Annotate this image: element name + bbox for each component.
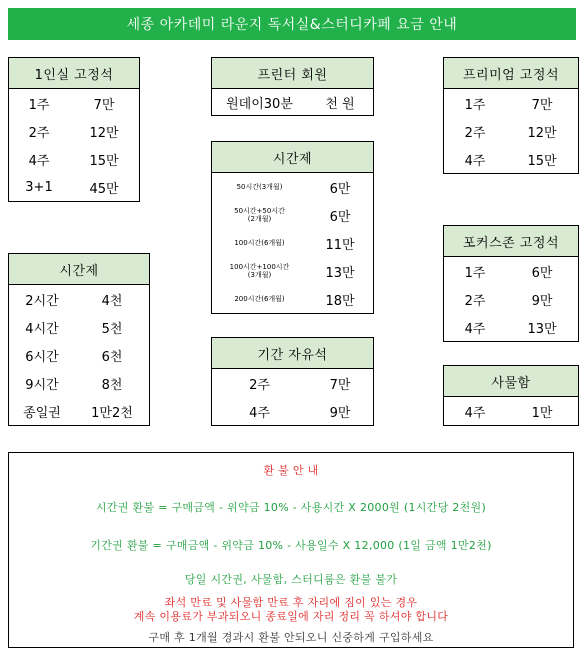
single-room-table [8,57,140,202]
refund-title: 환 불 안 내 [263,464,319,477]
time-pass-daily-table [8,253,150,426]
table-row: 2주 9만 [464,293,553,309]
no-refund-rule: 당일 시간권, 사물함, 스터디룸은 환불 불가 [184,573,398,586]
printer-table [211,57,374,116]
table-row: 6시간 6천 [25,349,123,365]
table-row: 2주 7만 [249,377,351,393]
table-row: 2시간 4천 [25,293,123,309]
table-header: 프린터 회원 [212,58,374,89]
table-row: 1주 7만 [464,97,553,113]
page-title: 세종 아카데미 라운지 독서실&스터디카페 요금 안내 [8,8,576,40]
table-row: 4주 15만 [28,153,119,169]
table-row: 3+1 45만 [25,179,119,197]
table-header: 포커스존 고정석 [444,226,579,257]
table-row: 50시간(3개월) 6만 [236,181,351,197]
seat-warning-line-2: 계속 이용료가 부과되오니 종료일에 자리 정리 꼭 하셔야 합니다 [133,610,449,623]
table-row: 100시간(6개월) 11만 [234,237,355,253]
focus-zone-table [443,225,579,342]
table-row: 1주 6만 [464,265,553,281]
refund-closing-note: 구매 후 1개월 경과시 환불 안되오니 신중하게 구입하세요 [148,631,434,644]
time-pass-refund-rule: 시간권 환불 = 구매금액 - 위약금 10% - 사용시간 X 2000원 (1시간당 2천원) [95,501,487,514]
table-header: 프리미엄 고정석 [444,58,579,89]
time-pass-long-table [211,141,374,314]
table-row: 50시간+50시간 (2개월) 6만 [234,207,351,225]
table-header: 사물함 [444,366,579,397]
table-row: 원데이30분 천 원 [226,96,355,112]
refund-notice-box [8,452,574,648]
table-row: 4주 15만 [464,153,557,169]
table-row: 200시간(6개월) 18만 [234,293,355,309]
table-row: 2주 12만 [28,125,119,141]
period-free-seat-table [211,337,374,426]
table-row: 4주 1만 [464,405,553,421]
table-header: 1인실 고정석 [9,58,140,89]
table-header: 시간제 [212,142,374,173]
table-row: 9시간 8천 [25,377,123,393]
locker-table [443,365,579,426]
period-pass-refund-rule: 기간권 환불 = 구매금액 - 위약금 10% - 사용일수 X 12,000 (1일 금액 1만2천) [90,539,492,552]
table-row: 4주 9만 [249,405,351,421]
table-row: 4주 13만 [464,321,557,337]
table-header: 시간제 [9,254,150,285]
table-row: 4시간 5천 [25,321,123,337]
table-row: 1주 7만 [28,97,115,113]
premium-table [443,57,579,174]
seat-warning-line-1: 좌석 만료 및 사물함 만료 후 자리에 짐이 있는 경우 [164,596,418,609]
table-header: 기간 자유석 [212,338,374,369]
table-row: 종일권 1만2천 [23,405,133,421]
table-row: 2주 12만 [464,125,557,141]
table-row: 100시간+100시간 (3개월) 13만 [229,263,355,281]
